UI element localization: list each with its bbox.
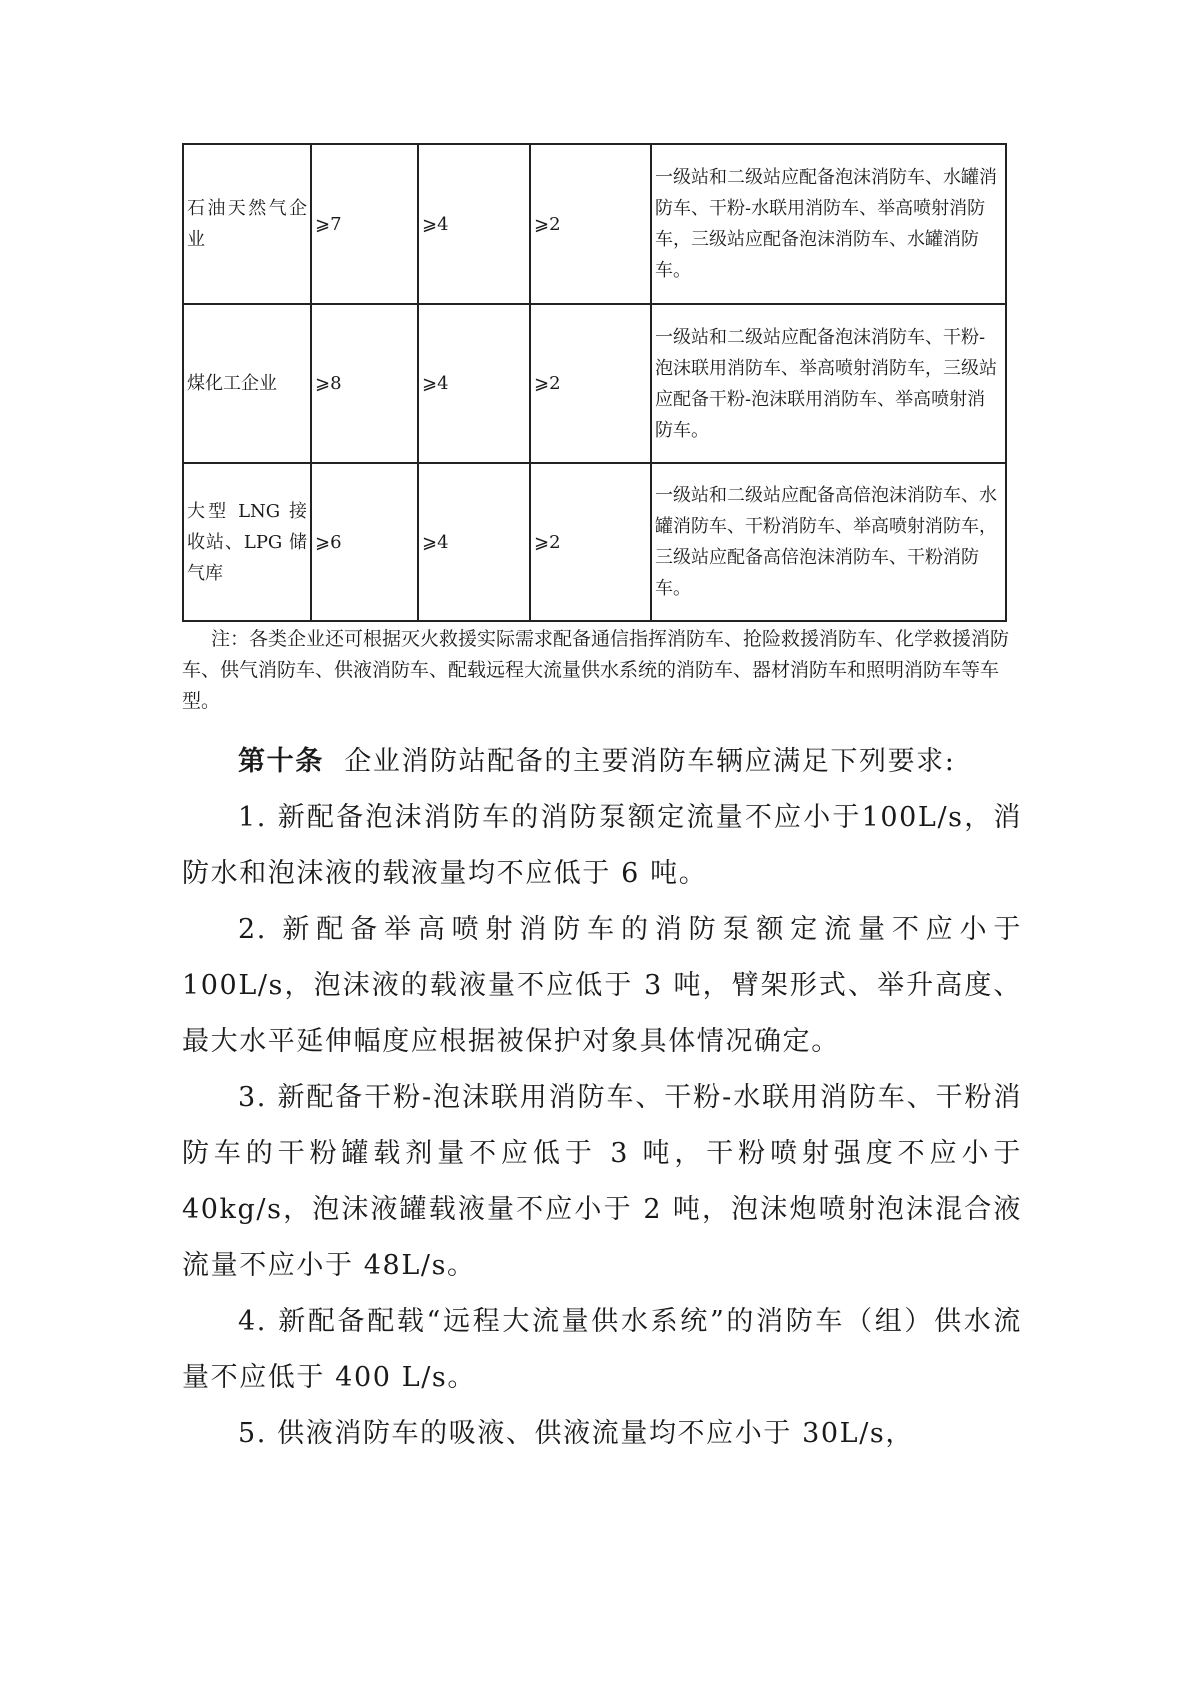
vehicle-count-cell: ⩾7 (311, 144, 418, 304)
vehicle-count-cell: ⩾4 (418, 144, 530, 304)
table-footnote (182, 624, 1022, 717)
requirement-item: 5. 供液消防车的吸液、供液流量均不应小于 30L/s， (238, 1418, 914, 1449)
footnote-text: 注：各类企业还可根据灭火救援实际需求配备通信指挥消防车、抢险救援消防车、化学救援消防车、供气消防车、供液消防车、配载远程大流量供水系统的消防车、器材消防车和照明消防车等车型。 (182, 628, 1010, 712)
requirement-item: 3. 新配备干粉-泡沫联用消防车、干粉-水联用消防车、干粉消防车的干粉罐载剂量不应低于 3 吨，干粉喷射强度不应小于 40kg/s，泡沫液罐载液量不应小于 2 吨，泡沫炮喷射泡沫混合液流量不应小于 48L/s。 (182, 1082, 1022, 1281)
vehicle-requirement-cell: 一级站和二级站应配备泡沫消防车、干粉-泡沫联用消防车、举高喷射消防车，三级站应配备干粉-泡沫联用消防车、举高喷射消防车。 (651, 304, 1006, 463)
enterprise-type-cell: 煤化工企业 (183, 304, 311, 463)
vehicle-count-cell: ⩾6 (311, 463, 418, 621)
article-number: 第十条 (238, 746, 324, 777)
vehicle-requirement-cell: 一级站和二级站应配备高倍泡沫消防车、水罐消防车、干粉消防车、举高喷射消防车，三级站应配备高倍泡沫消防车、干粉消防车。 (651, 463, 1006, 621)
enterprise-type-cell: 石油天然气企业 (183, 144, 311, 304)
table-row (183, 304, 1006, 463)
vehicle-count-cell: ⩾4 (418, 463, 530, 621)
article-heading-paragraph (182, 734, 1022, 790)
vehicle-count-cell: ⩾2 (530, 463, 651, 621)
enterprise-type-cell: 大型 LNG 接收站、LPG 储气库 (183, 463, 311, 621)
article-intro: 企业消防站配备的主要消防车辆应满足下列要求: (344, 746, 956, 777)
article-body (182, 734, 1022, 1462)
table-row (183, 463, 1006, 621)
vehicle-count-cell: ⩾8 (311, 304, 418, 463)
vehicle-requirement-cell: 一级站和二级站应配备泡沫消防车、水罐消防车、干粉-水联用消防车、举高喷射消防车，三级站应配备泡沫消防车、水罐消防车。 (651, 144, 1006, 304)
fire-station-vehicle-table (182, 143, 1007, 622)
vehicle-count-cell: ⩾2 (530, 304, 651, 463)
vehicle-count-cell: ⩾4 (418, 304, 530, 463)
requirement-item: 1. 新配备泡沫消防车的消防泵额定流量不应小于100L/s，消防水和泡沫液的载液量均不应低于 6 吨。 (182, 802, 1022, 889)
requirement-item: 2. 新配备举高喷射消防车的消防泵额定流量不应小于100L/s，泡沫液的载液量不应低于 3 吨，臂架形式、举升高度、最大水平延伸幅度应根据被保护对象具体情况确定。 (182, 914, 1022, 1057)
vehicle-count-cell: ⩾2 (530, 144, 651, 304)
table-row (183, 144, 1006, 304)
requirement-item: 4. 新配备配载“远程大流量供水系统”的消防车（组）供水流量不应低于 400 L/s。 (182, 1306, 1022, 1393)
